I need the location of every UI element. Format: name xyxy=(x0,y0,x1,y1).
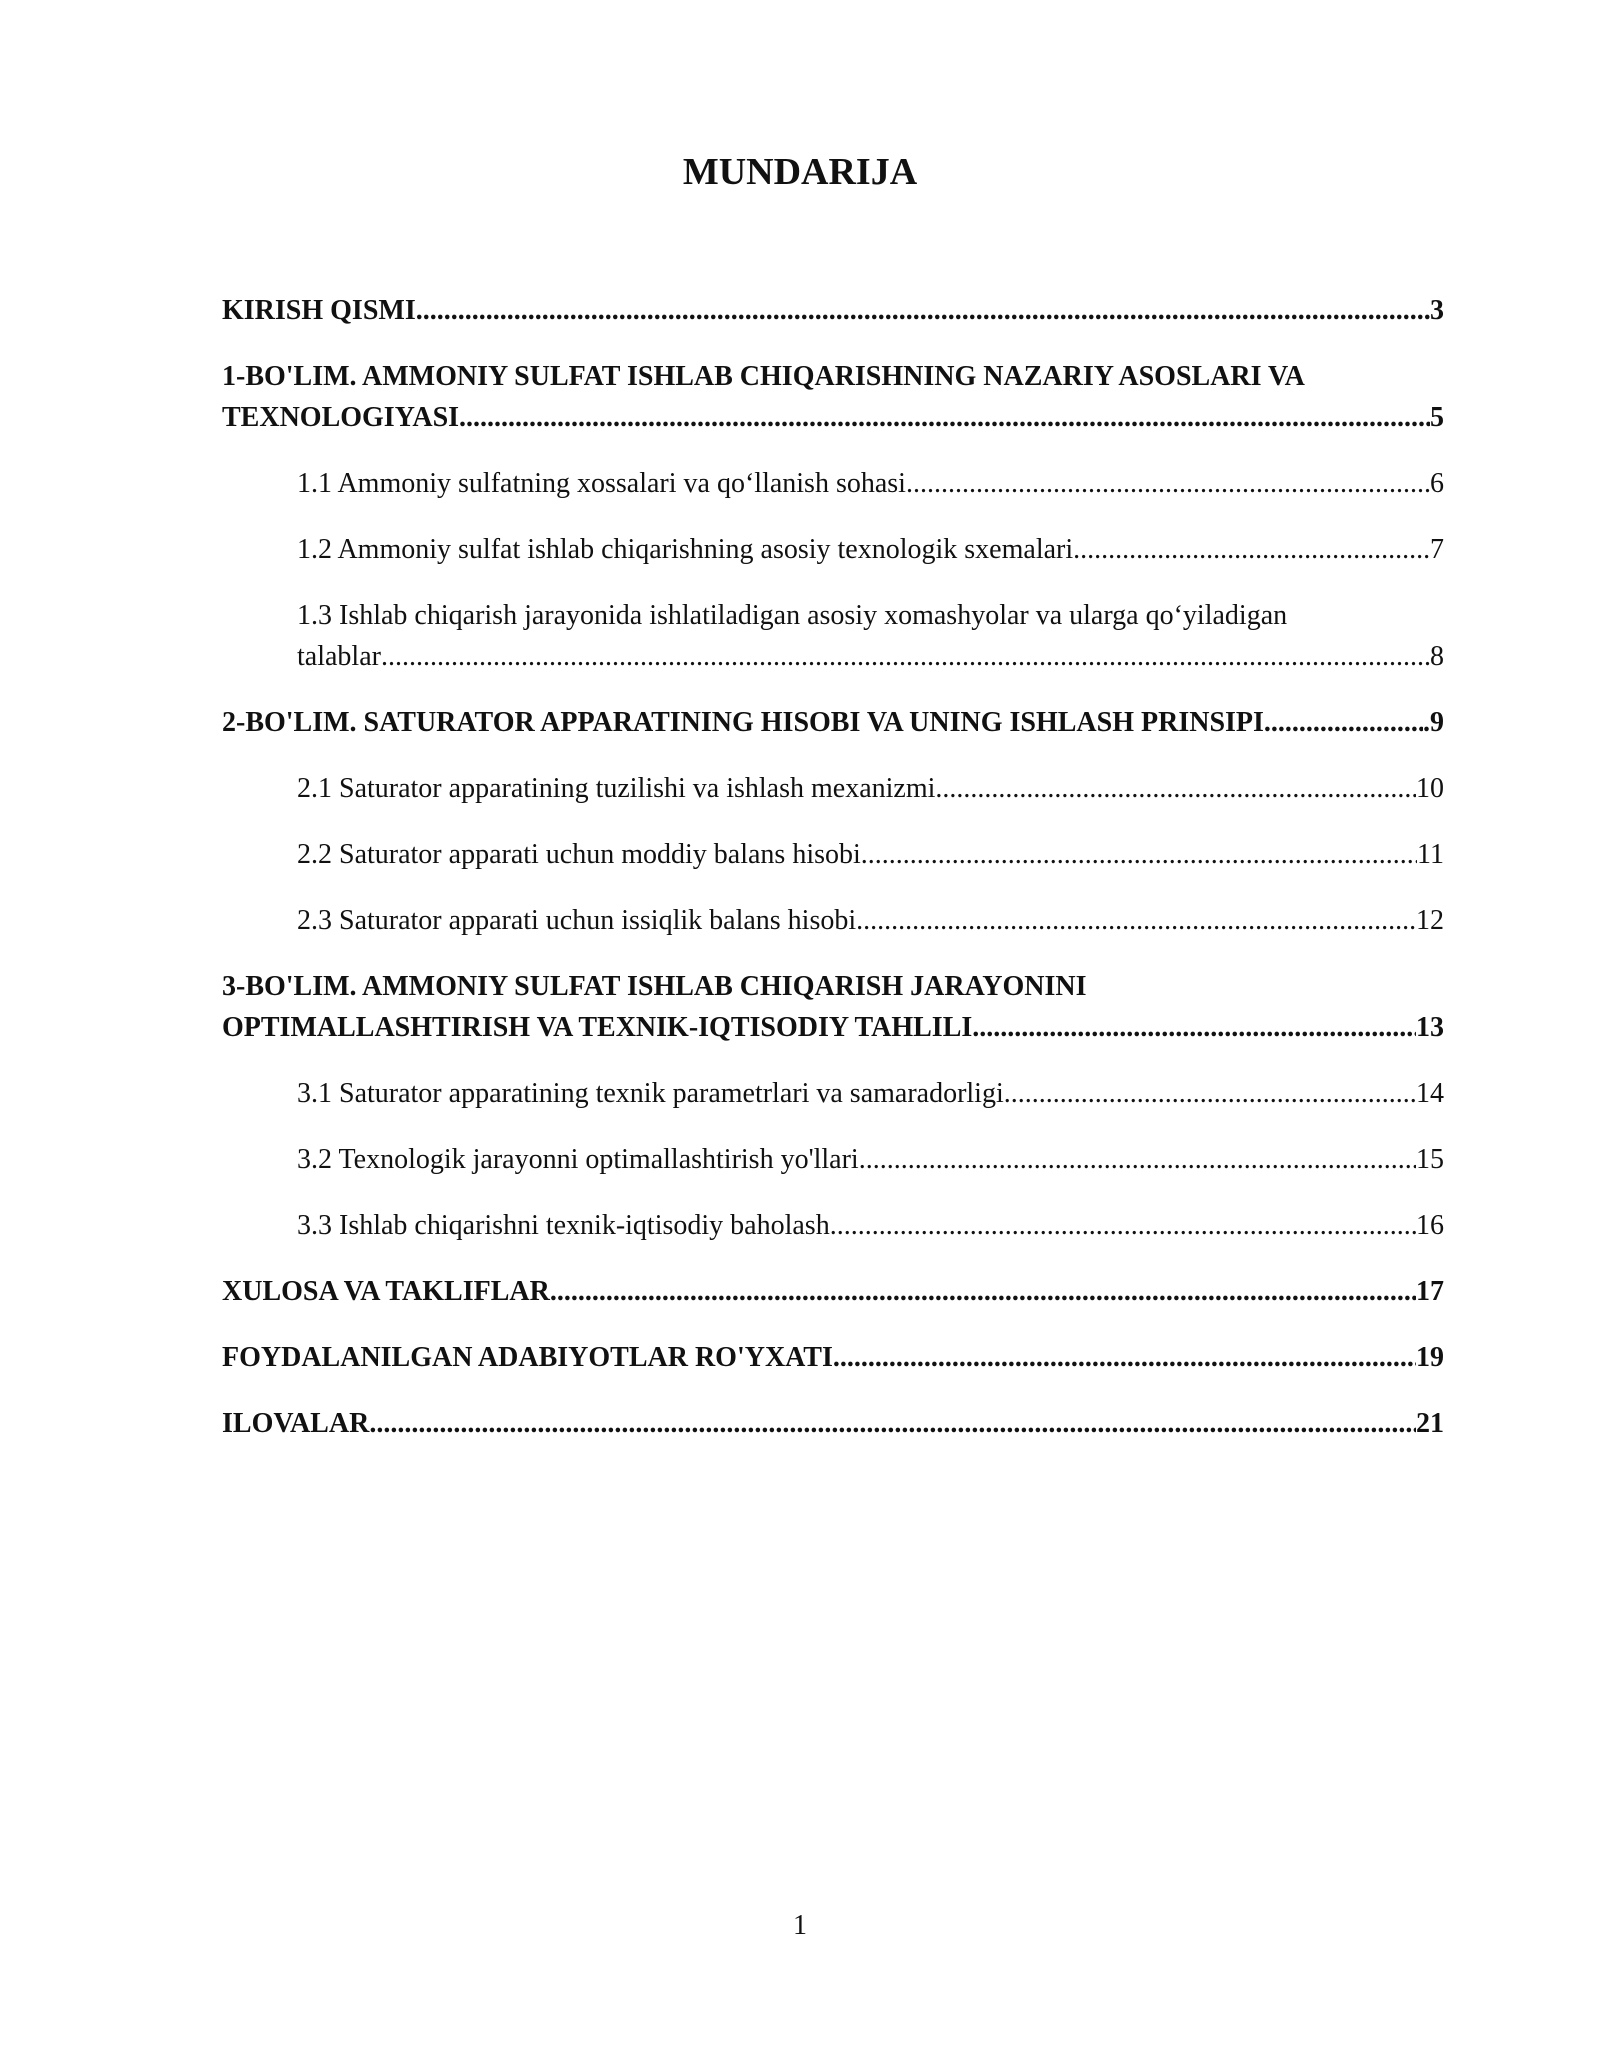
toc-dot-leader xyxy=(972,1007,1416,1048)
page-title: MUNDARIJA xyxy=(682,151,918,193)
toc-page-number: 6 xyxy=(1430,468,1444,499)
toc-page-number: 14 xyxy=(1416,1078,1444,1109)
toc-dot-leader xyxy=(1073,529,1430,570)
toc-page-number: 13 xyxy=(1416,1012,1444,1043)
toc-page-number: 7 xyxy=(1430,534,1444,565)
toc-dot-leader xyxy=(459,397,1430,438)
toc-entry-xulosa[interactable] xyxy=(222,1271,1444,1312)
toc-entry-text: 2.3 Saturator apparati uchun issiqlik balans hisobi xyxy=(297,905,857,936)
toc-entry-3-3[interactable] xyxy=(297,1205,1444,1246)
toc-entry-first-line: 1.3 Ishlab chiqarish jarayonida ishlatiladigan asosiy xomashyolar va ularga qo‘yiladigan xyxy=(297,600,1288,631)
toc-entry-1-3[interactable] xyxy=(297,595,1444,677)
toc-page-number: 11 xyxy=(1417,839,1444,870)
toc-entry-text: ILOVALAR xyxy=(222,1408,370,1439)
toc-page-number: 3 xyxy=(1430,295,1444,326)
toc-entry-ilovalar[interactable] xyxy=(222,1403,1444,1444)
toc-entry-2-3[interactable] xyxy=(297,900,1444,941)
toc-page-number: 16 xyxy=(1416,1210,1444,1241)
toc-page-number: 5 xyxy=(1430,402,1444,433)
toc-page-number: 17 xyxy=(1416,1276,1444,1307)
toc-dot-leader xyxy=(1004,1073,1416,1114)
toc-dot-leader xyxy=(856,900,1416,941)
toc-dot-leader xyxy=(381,636,1430,677)
toc-dot-leader xyxy=(833,1337,1416,1378)
toc-entry-text: XULOSA VA TAKLIFLAR xyxy=(222,1276,550,1307)
toc-entry-text: FOYDALANILGAN ADABIYOTLAR RO'YXATI xyxy=(222,1342,833,1373)
toc-dot-leader xyxy=(861,834,1417,875)
toc-dot-leader xyxy=(859,1139,1416,1180)
toc-entry-1-2[interactable] xyxy=(297,529,1444,570)
toc-entry-chapter-3[interactable] xyxy=(222,966,1444,1048)
toc-page-number: 21 xyxy=(1416,1408,1444,1439)
toc-entry-2-1[interactable] xyxy=(297,768,1444,809)
toc-dot-leader xyxy=(830,1205,1416,1246)
toc-dot-leader xyxy=(369,1403,1416,1444)
toc-entry-3-2[interactable] xyxy=(297,1139,1444,1180)
toc-dot-leader xyxy=(935,768,1416,809)
toc-entry-text: 2.1 Saturator apparatining tuzilishi va ishlash mexanizmi xyxy=(297,773,936,804)
toc-entry-text: 1.2 Ammoniy sulfat ishlab chiqarishning asosiy texnologik sxemalari xyxy=(297,534,1074,565)
toc-page-number: 12 xyxy=(1416,905,1444,936)
toc-entry-text: 2-BO'LIM. SATURATOR APPARATINING HISOBI VA UNING ISHLASH PRINSIPI. xyxy=(222,707,1271,738)
toc-entry-text: 3.2 Texnologik jarayonni optimallashtirish yo'llari xyxy=(297,1144,859,1175)
toc-entry-text: TEXNOLOGIYASI xyxy=(222,402,460,433)
toc-entry-kirish[interactable] xyxy=(222,290,1444,331)
toc-entry-3-1[interactable] xyxy=(297,1073,1444,1114)
toc-entry-text: 3.1 Saturator apparatining texnik parametrlari va samaradorligi xyxy=(297,1078,1004,1109)
toc-dot-leader xyxy=(1271,702,1423,743)
toc-entry-chapter-2[interactable] xyxy=(222,702,1444,743)
toc-page-number: 8 xyxy=(1430,641,1444,672)
toc-dot-leader xyxy=(416,290,1430,331)
toc-page-number: .9 xyxy=(1423,707,1444,738)
toc-entry-text: KIRISH QISMI xyxy=(222,295,416,326)
toc-dot-leader xyxy=(550,1271,1416,1312)
toc-entry-2-2[interactable] xyxy=(297,834,1444,875)
toc-entry-text: 2.2 Saturator apparati uchun moddiy balans hisobi xyxy=(297,839,861,870)
toc-entry-first-line: 3-BO'LIM. AMMONIY SULFAT ISHLAB CHIQARISH JARAYONINI xyxy=(222,971,1087,1002)
toc-entry-text: talablar xyxy=(297,641,381,672)
page-number: 1 xyxy=(793,1910,807,1941)
toc-entry-1-1[interactable] xyxy=(297,463,1444,504)
toc-dot-leader xyxy=(906,463,1430,504)
toc-entry-text: 1.1 Ammoniy sulfatning xossalari va qo‘llanish sohasi xyxy=(297,468,906,499)
toc-entry-text: 3.3 Ishlab chiqarishni texnik-iqtisodiy baholash xyxy=(297,1210,830,1241)
toc-entry-adabiyotlar[interactable] xyxy=(222,1337,1444,1378)
toc-page-number: 19 xyxy=(1416,1342,1444,1373)
toc-page-number: 15 xyxy=(1416,1144,1444,1175)
toc-page-number: 10 xyxy=(1416,773,1444,804)
toc-entry-first-line: 1-BO'LIM. AMMONIY SULFAT ISHLAB CHIQARISHNING NAZARIY ASOSLARI VA xyxy=(222,361,1305,392)
toc-entry-chapter-1[interactable] xyxy=(222,356,1444,438)
toc-entry-text: OPTIMALLASHTIRISH VA TEXNIK-IQTISODIY TAHLILI xyxy=(222,1012,973,1043)
